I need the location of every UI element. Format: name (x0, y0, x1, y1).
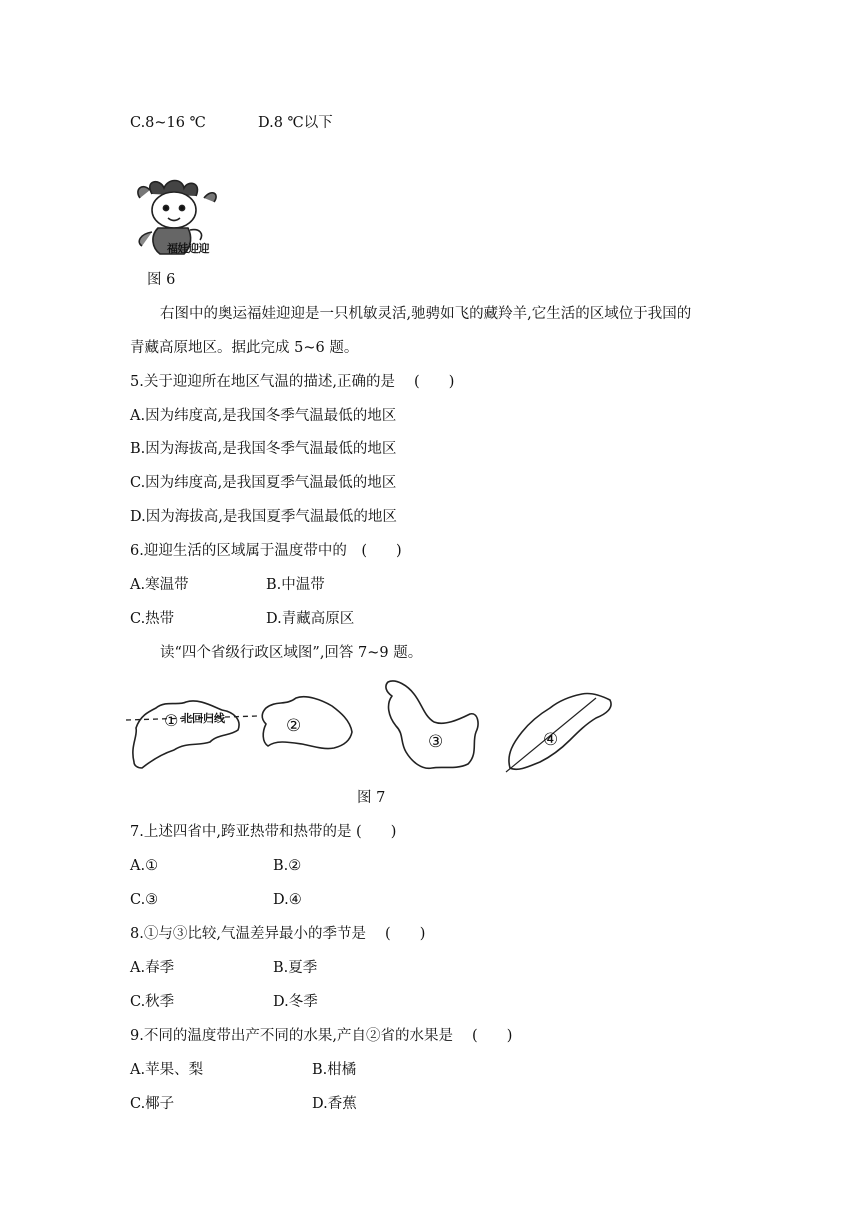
q6-option-a: A.寒温带 (130, 577, 189, 593)
q6-stem: 6.迎迎生活的区域属于温度带中的 ( ) (130, 543, 402, 559)
q7-option-c: C.③ (130, 892, 159, 908)
q7-stem: 7.上述四省中,跨亚热带和热带的是 ( ) (130, 824, 397, 840)
q4-option-c: C.8~16 ℃ (130, 115, 206, 131)
province-3-outline (386, 681, 478, 768)
q8-option-a: A.春季 (130, 960, 175, 976)
q9-option-d: D.香蕉 (312, 1096, 357, 1112)
q5-option-c: C.因为纬度高,是我国夏季气温最低的地区 (130, 475, 397, 491)
q5-stem: 5.关于迎迎所在地区气温的描述,正确的是 ( ) (130, 374, 455, 390)
province-maps-figure (126, 676, 616, 776)
map-4-number: ④ (543, 730, 559, 750)
q9-option-b: B.柑橘 (312, 1062, 357, 1078)
map-2-number: ② (286, 716, 302, 736)
q6-option-d: D.青藏高原区 (266, 611, 355, 627)
figure-7-caption: 图 7 (357, 790, 386, 806)
q7-option-b: B.② (273, 858, 302, 874)
intro-5-6-line2: 青藏高原地区。据此完成 5~6 题。 (130, 340, 359, 356)
q5-option-a: A.因为纬度高,是我国冬季气温最低的地区 (130, 408, 397, 424)
q6-option-c: C.热带 (130, 611, 175, 627)
figure-6-caption: 图 6 (147, 272, 176, 288)
tropic-label: 北回归线 (181, 712, 225, 725)
q9-option-a: A.苹果、梨 (130, 1062, 204, 1078)
q6-option-b: B.中温带 (266, 577, 325, 593)
q8-option-c: C.秋季 (130, 994, 175, 1010)
intro-5-6-line1: 右图中的奥运福娃迎迎是一只机敏灵活,驰骋如飞的藏羚羊,它生活的区域位于我国的 (160, 306, 692, 322)
q4-option-d: D.8 ℃以下 (258, 115, 333, 131)
province-1-outline (133, 701, 239, 768)
q5-option-d: D.因为海拔高,是我国夏季气温最低的地区 (130, 509, 397, 525)
province-2-outline (262, 697, 352, 749)
map-1-number: ① (164, 711, 179, 730)
intro-7-9: 读“四个省级行政区域图”,回答 7~9 题。 (160, 645, 423, 661)
map-3-number: ③ (428, 732, 444, 752)
q8-option-d: D.冬季 (273, 994, 318, 1010)
province-4-outline (509, 693, 611, 769)
q7-option-d: D.④ (273, 892, 302, 908)
q9-stem: 9.不同的温度带出产不同的水果,产自②省的水果是 ( ) (130, 1028, 513, 1044)
q5-option-b: B.因为海拔高,是我国冬季气温最低的地区 (130, 441, 397, 457)
q8-stem: 8.①与③比较,气温差异最小的季节是 ( ) (130, 926, 426, 942)
mascot-label: 福娃迎迎 (167, 242, 209, 255)
q7-option-a: A.① (130, 858, 159, 874)
q8-option-b: B.夏季 (273, 960, 318, 976)
q9-option-c: C.椰子 (130, 1096, 175, 1112)
